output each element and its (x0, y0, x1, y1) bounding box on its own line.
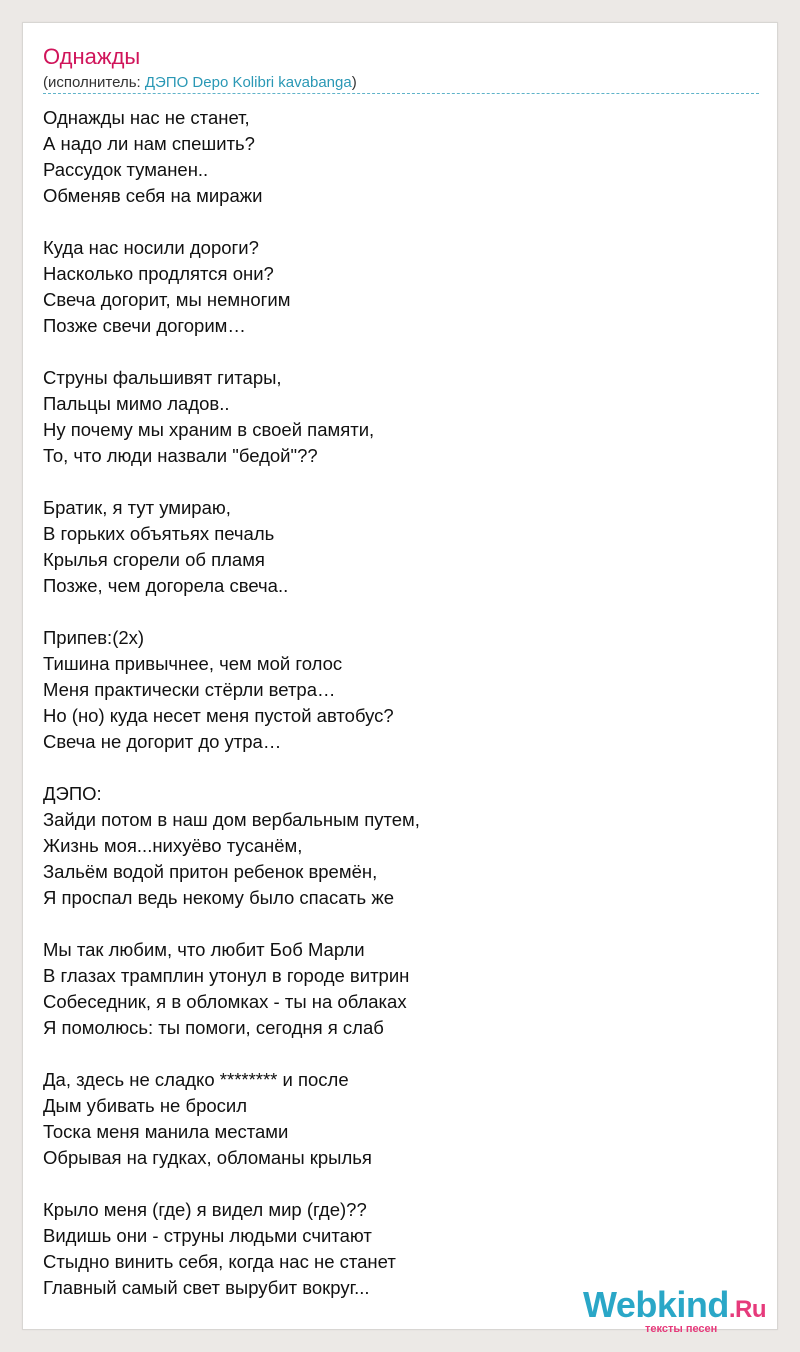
lyrics-line: А надо ли нам спешить? (43, 133, 255, 154)
artist-prefix: (исполнитель: (43, 74, 145, 91)
lyrics-line: Обрывая на гудках, обломаны крылья (43, 1147, 372, 1168)
song-title: Однажды (43, 44, 141, 69)
lyrics-line: Зайди потом в наш дом вербальным путем, (43, 809, 420, 830)
lyrics-line: Свеча догорит, мы немногим (43, 289, 291, 310)
logo-tagline: тексты песен (645, 1323, 718, 1335)
lyrics-line: Струны фальшивят гитары, (43, 367, 282, 388)
lyrics-line: Да, здесь не сладко ******** и после (43, 1069, 349, 1090)
title-divider (43, 93, 759, 94)
artist-line (43, 73, 357, 93)
lyrics-line: Припев:(2x) (43, 627, 145, 648)
lyrics-line: Стыдно винить себя, когда нас не станет (43, 1251, 396, 1272)
lyrics-line: Позже, чем догорела свеча.. (43, 575, 289, 596)
lyrics-line: Тишина привычнее, чем мой голос (43, 653, 343, 674)
lyrics-line: Главный самый свет вырубит вокруг... (43, 1277, 370, 1298)
lyrics-line: Свеча не догорит до утра… (43, 731, 282, 752)
lyrics-body (43, 105, 759, 1301)
lyrics-line: Крыло меня (где) я видел мир (где)?? (43, 1199, 367, 1220)
lyrics-stanza (43, 625, 759, 755)
lyrics-line: ДЭПО: (43, 783, 102, 804)
lyrics-line: Жизнь моя...нихуёво тусанём, (43, 835, 303, 856)
artist-link[interactable]: ДЭПО Depo Kolibri kavabanga (144, 74, 352, 91)
lyrics-stanza (43, 235, 759, 339)
lyrics-line: Зальём водой притон ребенок времён, (43, 861, 378, 882)
lyrics-line: Меня практически стёрли ветра… (43, 679, 336, 700)
lyrics-card (22, 22, 778, 1335)
lyrics-line: Куда нас носили дороги? (43, 237, 259, 258)
lyrics-line: Рассудок туманен.. (43, 159, 209, 180)
logo-main-text: Webkind (583, 1284, 729, 1325)
webkind-logo[interactable] (583, 1285, 783, 1333)
lyrics-stanza (43, 105, 759, 209)
lyrics-stanza (43, 781, 759, 911)
artist-suffix: ) (351, 74, 357, 91)
lyrics-line: Тоска меня манила местами (43, 1121, 289, 1142)
lyrics-stanza (43, 495, 759, 599)
lyrics-line: Однажды нас не станет, (43, 107, 250, 128)
logo-domain-text: .Ru (728, 1296, 767, 1323)
lyrics-line: Насколько продлятся они? (43, 263, 274, 284)
lyrics-stanza (43, 1067, 759, 1171)
lyrics-line: Позже свечи догорим… (43, 315, 246, 336)
lyrics-line: Видишь они - струны людьми считают (43, 1225, 372, 1246)
lyrics-line: Братик, я тут умираю, (43, 497, 231, 518)
lyrics-line: Обменяв себя на миражи (43, 185, 263, 206)
lyrics-line: Я проспал ведь некому было спасать же (43, 887, 395, 908)
lyrics-line: Дым убивать не бросил (43, 1095, 248, 1116)
lyrics-line: В глазах трамплин утонул в городе витрин (43, 965, 410, 986)
lyrics-line: Собеседник, я в обломках - ты на облаках (43, 991, 407, 1012)
lyrics-stanza (43, 365, 759, 469)
lyrics-line: Крылья сгорели об пламя (43, 549, 265, 570)
lyrics-line: Пальцы мимо ладов.. (43, 393, 230, 414)
lyrics-line: Ну почему мы храним в своей памяти, (43, 419, 375, 440)
lyrics-line: Мы так любим, что любит Боб Марли (43, 939, 365, 960)
lyrics-line: Но (но) куда несет меня пустой автобус? (43, 705, 394, 726)
lyrics-stanza (43, 937, 759, 1041)
lyrics-line: То, что люди назвали "бедой"?? (43, 445, 318, 466)
lyrics-line: Я помолюсь: ты помоги, сегодня я слаб (43, 1017, 384, 1038)
lyrics-line: В горьких объятьях печаль (43, 523, 275, 544)
